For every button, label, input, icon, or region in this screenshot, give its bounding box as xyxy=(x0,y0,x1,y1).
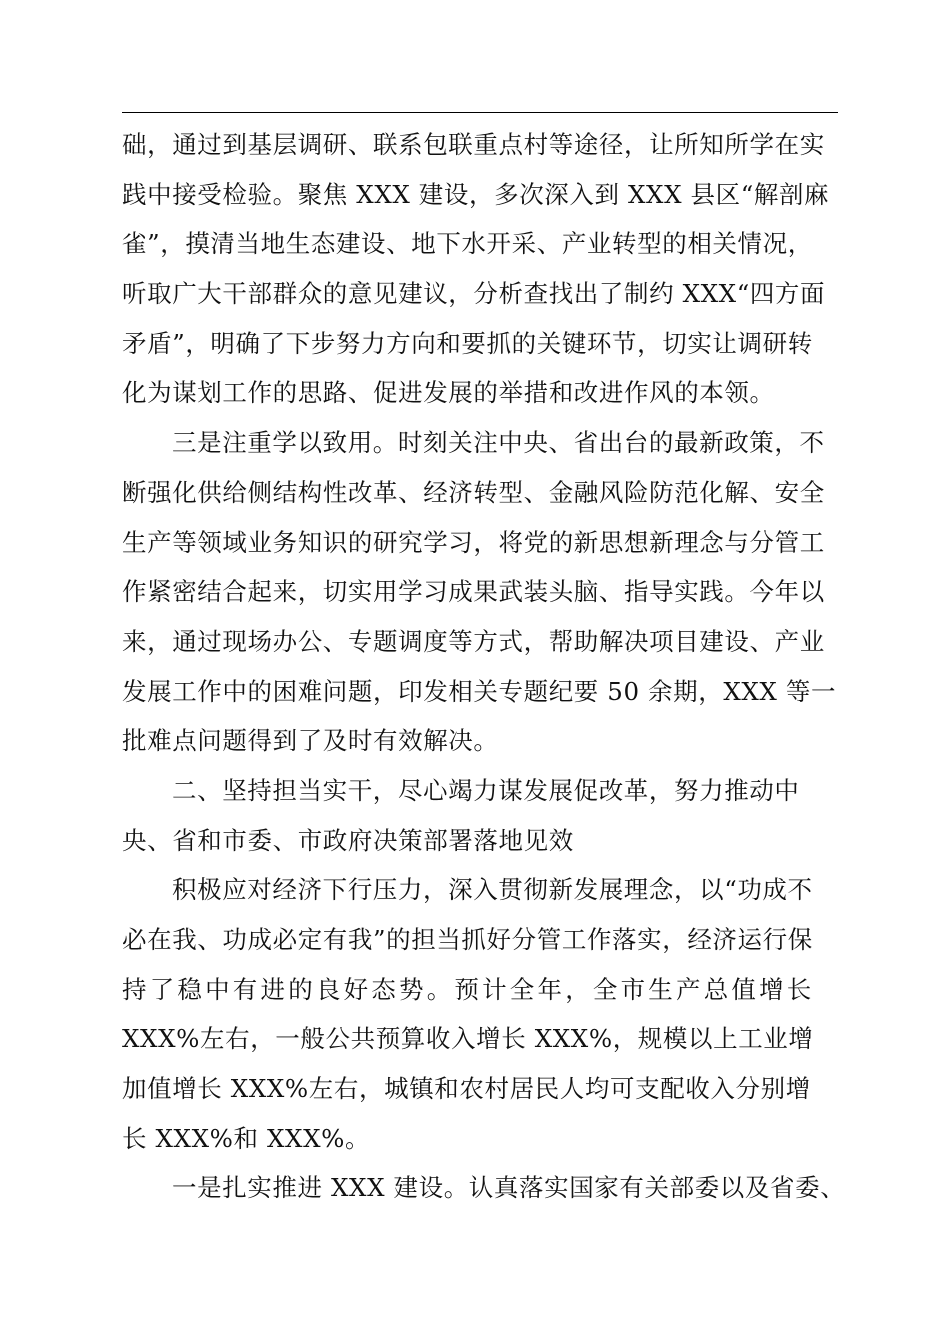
text-line: 加值增长 XXX%左右，城镇和农村居民人均可支配收入分别增 xyxy=(122,1074,811,1104)
header-rule xyxy=(122,112,838,113)
text-line: 发展工作中的困难问题，印发相关专题纪要 50 余期，XXX 等一 xyxy=(122,676,837,706)
text-line: 持了稳中有进的良好态势。预计全年，全市生产总值增长 xyxy=(122,974,815,1004)
text-line: 听取广大干部群众的意见建议，分析查找出了制约 XXX“四方面 xyxy=(122,279,826,309)
text-line: 矛盾”，明确了下步努力方向和要抓的关键环节，切实让调研转 xyxy=(122,328,813,358)
paragraph-start-line: 积极应对经济下行压力，深入贯彻新发展理念，以“功成不 xyxy=(172,875,813,905)
text-line: 作紧密结合起来，切实用学习成果武装头脑、指导实践。今年以 xyxy=(122,577,825,607)
document-body xyxy=(122,120,852,1213)
text-line: 化为谋划工作的思路、促进发展的举措和改进作风的本领。 xyxy=(122,378,775,408)
text-line: 践中接受检验。聚焦 XXX 建设，多次深入到 XXX 县区“解剖麻 xyxy=(122,179,830,209)
section-heading-line: 二、坚持担当实干，尽心竭力谋发展促改革，努力推动中 xyxy=(172,775,800,805)
paragraph-start-line: 一是扎实推进 XXX 建设。认真落实国家有关部委以及省委、 xyxy=(172,1173,846,1203)
text-line: 础，通过到基层调研、联系包联重点村等途径，让所知所学在实 xyxy=(122,130,825,159)
text-line: 批难点问题得到了及时有效解决。 xyxy=(122,726,499,756)
paragraph-start-line: 三是注重学以致用。时刻关注中央、省出台的最新政策，不 xyxy=(172,428,825,458)
text-line: 断强化供给侧结构性改革、经济转型、金融风险防范化解、安全 xyxy=(122,477,825,507)
text-line: 来，通过现场办公、专题调度等方式，帮助解决项目建设、产业 xyxy=(122,626,825,656)
text-line: 长 XXX%和 XXX%。 xyxy=(122,1123,371,1153)
text-line: 生产等领域业务知识的研究学习，将党的新思想新理念与分管工 xyxy=(122,527,825,557)
text-line: XXX%左右，一般公共预算收入增长 XXX%，规模以上工业增 xyxy=(122,1024,814,1054)
text-line: 必在我、功成必定有我”的担当抓好分管工作落实，经济运行保 xyxy=(122,925,813,954)
text-line: 雀”，摸清当地生态建设、地下水开采、产业转型的相关情况， xyxy=(122,229,813,259)
section-heading-line: 央、省和市委、市政府决策部署落地见效 xyxy=(122,825,574,855)
